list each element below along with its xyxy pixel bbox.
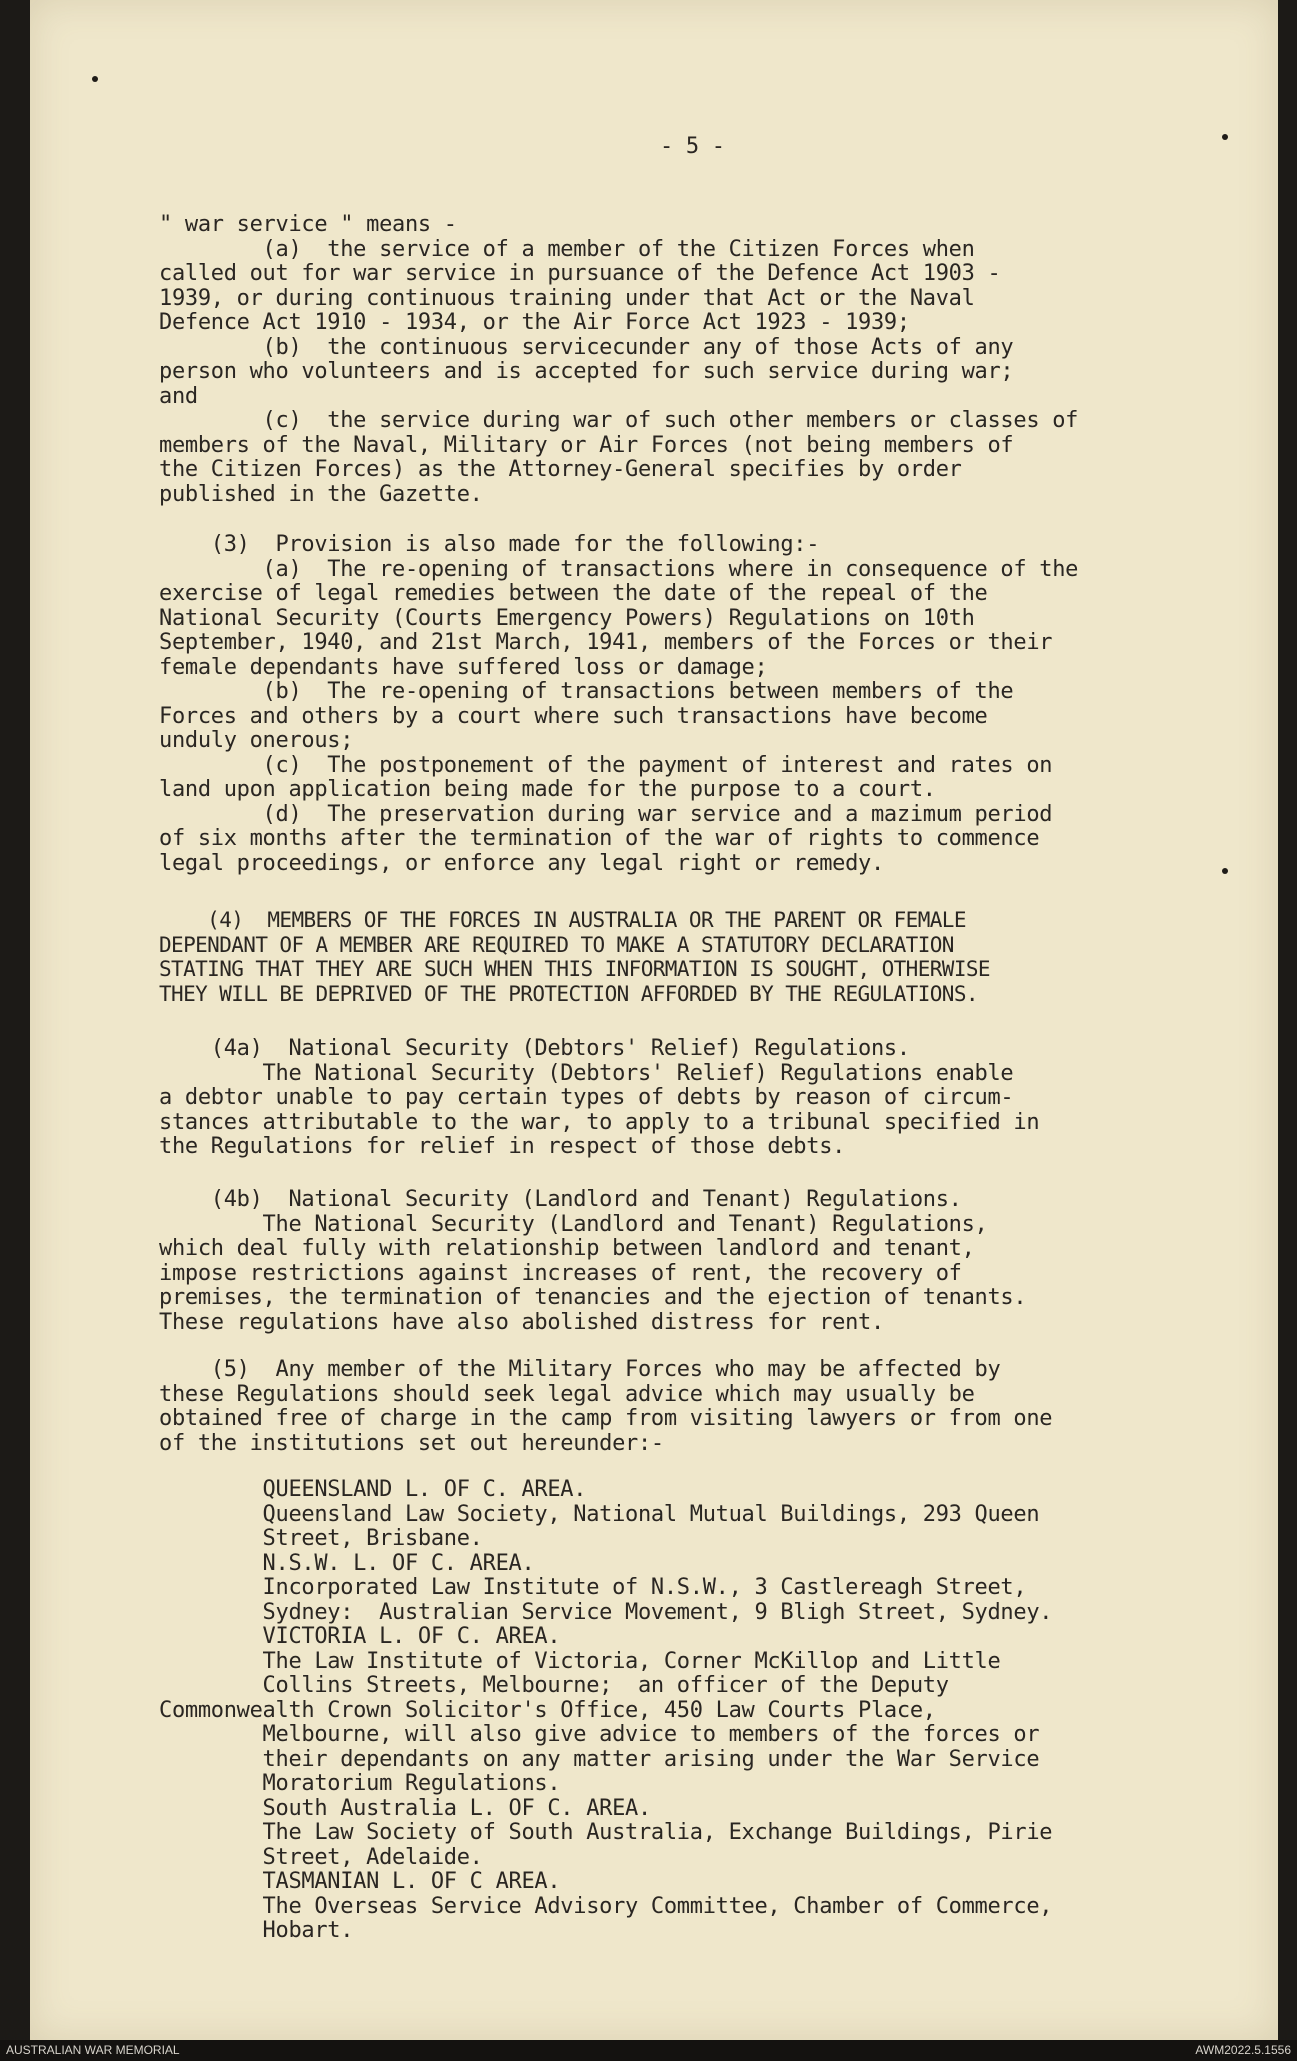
punch-mark xyxy=(1222,868,1228,874)
footer-item-id: AWM2022.5.1556 xyxy=(1195,2043,1291,2057)
document-page xyxy=(30,0,1278,2040)
war-service-clause-c: (c) the service during war of such other members or classes of members of the Naval, Military or Air Forces (not being members of the Citizen Forces) as the Attorney-General specifies by order published in the Gazette. xyxy=(159,408,1079,507)
punch-mark xyxy=(1222,134,1228,140)
section-4-declaration: (4) MEMBERS OF THE FORCES IN AUSTRALIA OR THE PARENT OR FEMALE DEPENDANT OF A MEMBER ARE REQUIRED TO MAKE A STATUTORY DECLARATION STATING THAT THEY ARE SUCH WHEN THIS INFORMATION IS SOUGHT, OTHERWISE THEY WILL BE DEPRIVED OF THE PROTECTION AFFORDED BY THE REGULATIONS. xyxy=(159,908,990,1006)
page-number: - 5 - xyxy=(660,134,725,159)
war-service-definition: " war service " means - (a) the service of a member of the Citizen Forces when called out for war service in pursuance of the Defence Act 1903 - 1939, or during continuous training under that Act or the Naval Defence Act 1910 - 1934, or the Air Force Act 1923 - 1939; (b) the continuous servicecunder any of those Acts of any person who volunteers and is accepted for such service during war; and xyxy=(159,212,1014,409)
punch-mark xyxy=(92,76,98,82)
section-4b-landlord-tenant: (4b) National Security (Landlord and Tenant) Regulations. The National Security (Landlord and Tenant) Regulations, which deal fully with relationship between landlord and tenant, impose restrictions against increases of rent, the recovery of premises, the termination of tenancies and the ejection of tenants. These regulations have also abolished distress for rent. xyxy=(159,1187,1027,1335)
section-5-legal-advice: (5) Any member of the Military Forces who may be affected by these Regulations should seek legal advice which may usually be obtained free of charge in the camp from visiting lawyers or from one of the institutions set out hereunder:- xyxy=(159,1357,1053,1456)
section-3-provisions: (3) Provision is also made for the following:- (a) The re-opening of transactions where in consequence of the exercise of legal remedies between the date of the repeal of the National Security (Courts Emergency Powers) Regulations on 10th September, 1940, and 21st March, 1941, members of the Forces or their female dependants have suffered loss or damage; (b) The re-opening of transactions between members of the Forces and others by a court where such transactions have become unduly onerous; (c) The postponement of the payment of interest and rates on land upon application being made for the purpose to a court. (d) The preservation during war service and a mazimum period of six months after the termination of the war of rights to commence legal proceedings, or enforce any legal right or remedy. xyxy=(159,532,1079,876)
footer-archive-name: AUSTRALIAN WAR MEMORIAL xyxy=(6,2043,180,2057)
institutions-list: QUEENSLAND L. OF C. AREA. Queensland Law Society, National Mutual Buildings, 293 Queen Street, Brisbane. N.S.W. L. OF C. AREA. Incorporated Law Institute of N.S.W., 3 Castlereagh Street, Sydney: Australian Service Movement, 9 Bligh Street, Sydney. VICTORIA L. OF C. AREA. The Law Institute of Victoria, Corner McKillop and Little Collins Streets, Melbourne; an officer of the Deputy Commonwealth Crown Solicitor's Office, 450 Law Courts Place, Melbourne, will also give advice to members of the forces or their dependants on any matter arising under the War Service Moratorium Regulations. South Australia L. OF C. AREA. The Law Society of South Australia, Exchange Buildings, Pirie Street, Adelaide. TASMANIAN L. OF C AREA. The Overseas Service Advisory Committee, Chamber of Commerce, Hobart. xyxy=(159,1477,1053,1943)
section-4a-debtors-relief: (4a) National Security (Debtors' Relief) Regulations. The National Security (Debtors' Relief) Regulations enable a debtor unable to pay certain types of debts by reason of circum- stances attributable to the war, to apply to a tribunal specified in the Regulations for relief in respect of those debts. xyxy=(159,1036,1040,1159)
archive-footer xyxy=(0,2040,1297,2061)
